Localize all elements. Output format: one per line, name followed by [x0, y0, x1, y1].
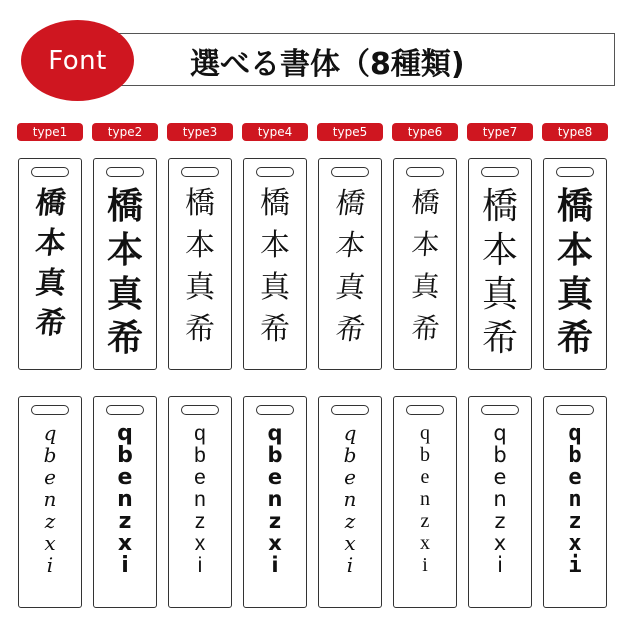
- roman-char: n: [194, 488, 206, 511]
- tag-hole: [106, 405, 144, 415]
- roman-char: e: [568, 465, 582, 490]
- roman-char: x: [268, 531, 282, 555]
- tag-hole: [256, 167, 294, 177]
- tag-hole: [31, 167, 69, 177]
- type-label-2: type2: [92, 123, 158, 141]
- roman-char: z: [568, 509, 582, 534]
- kanji-char: 橋: [481, 186, 518, 227]
- tag-hole: [406, 405, 444, 415]
- kanji-char: 真: [106, 274, 143, 315]
- roman-char: x: [344, 531, 356, 555]
- kanji-char: 橋: [556, 186, 593, 227]
- tag-hole: [181, 167, 219, 177]
- tag-hole: [181, 405, 219, 415]
- roman-char: e: [267, 465, 283, 489]
- roman-char: z: [118, 509, 132, 534]
- tag-hole: [556, 405, 594, 415]
- kanji-char: 真: [33, 266, 68, 301]
- roman-char: x: [568, 531, 582, 556]
- type-label-8: type8: [542, 123, 608, 141]
- type-label-4: type4: [242, 123, 308, 141]
- kanji-name-sample: [94, 186, 156, 365]
- roman-name-sample: [319, 423, 381, 577]
- roman-name-sample: [94, 423, 156, 577]
- kanji-char: 希: [33, 306, 68, 341]
- kanji-tag-type6: [393, 158, 457, 370]
- roman-char: q: [117, 421, 133, 446]
- page-title: 選べる書体（8種類): [190, 47, 465, 82]
- roman-tag-type1: [18, 396, 82, 608]
- tag-hole: [256, 405, 294, 415]
- roman-char: n: [117, 487, 133, 512]
- tag-hole: [481, 405, 519, 415]
- kanji-char: 真: [185, 270, 215, 305]
- tag-hole: [106, 167, 144, 177]
- type-label-1: type1: [17, 123, 83, 141]
- kanji-char: 橋: [260, 186, 290, 221]
- font-badge: Font: [21, 20, 134, 101]
- roman-char: b: [493, 443, 507, 467]
- kanji-char: 希: [185, 312, 215, 347]
- tag-hole: [481, 167, 519, 177]
- roman-char: x: [493, 531, 507, 555]
- roman-char: e: [44, 465, 56, 489]
- roman-char: n: [420, 488, 430, 510]
- roman-name-sample: [394, 423, 456, 577]
- roman-char: e: [493, 465, 507, 489]
- kanji-char: 希: [481, 318, 518, 359]
- kanji-tag-type2: [93, 158, 157, 370]
- roman-char: x: [194, 532, 206, 555]
- roman-char: q: [493, 421, 507, 445]
- roman-char: i: [121, 553, 129, 578]
- kanji-char: 橋: [334, 186, 368, 220]
- kanji-name-sample: [244, 186, 306, 357]
- roman-char: b: [43, 443, 57, 467]
- tag-hole: [556, 167, 594, 177]
- kanji-name-sample: [19, 186, 81, 349]
- roman-char: q: [420, 422, 430, 444]
- kanji-char: 本: [185, 228, 215, 263]
- kanji-char: 橋: [410, 186, 441, 219]
- kanji-char: 橋: [185, 186, 215, 221]
- tag-hole: [406, 167, 444, 177]
- roman-char: n: [568, 487, 582, 512]
- roman-char: z: [420, 510, 430, 532]
- tag-hole: [31, 405, 69, 415]
- tag-hole: [331, 167, 369, 177]
- roman-char: i: [271, 553, 279, 577]
- roman-char: b: [117, 443, 133, 468]
- kanji-tag-type5: [318, 158, 382, 370]
- kanji-char: 本: [106, 230, 143, 271]
- roman-name-sample: [19, 423, 81, 577]
- roman-tag-type5: [318, 396, 382, 608]
- kanji-name-sample: [544, 186, 606, 365]
- roman-char: e: [117, 465, 133, 490]
- kanji-char: 希: [260, 312, 290, 347]
- roman-char: b: [420, 444, 430, 466]
- roman-char: z: [494, 509, 506, 533]
- roman-name-sample: [169, 423, 231, 577]
- type-label-7: type7: [467, 123, 533, 141]
- type-label-6: type6: [392, 123, 458, 141]
- roman-char: n: [343, 487, 357, 511]
- roman-char: n: [493, 487, 507, 511]
- kanji-tag-type3: [168, 158, 232, 370]
- roman-char: z: [44, 509, 56, 533]
- roman-char: q: [194, 422, 206, 445]
- roman-char: q: [568, 421, 582, 446]
- kanji-char: 希: [106, 318, 143, 359]
- kanji-char: 本: [334, 228, 368, 262]
- roman-name-sample: [544, 423, 606, 577]
- roman-char: x: [117, 531, 133, 556]
- roman-tag-type6: [393, 396, 457, 608]
- roman-name-sample: [469, 423, 531, 577]
- roman-char: z: [194, 510, 206, 533]
- roman-char: x: [44, 531, 56, 555]
- roman-name-sample: [244, 423, 306, 577]
- kanji-char: 真: [556, 274, 593, 315]
- kanji-char: 本: [33, 226, 68, 261]
- roman-tag-type3: [168, 396, 232, 608]
- roman-char: i: [197, 554, 203, 577]
- roman-tag-type4: [243, 396, 307, 608]
- roman-char: n: [43, 487, 57, 511]
- type-label-3: type3: [167, 123, 233, 141]
- kanji-char: 本: [481, 230, 518, 271]
- kanji-tag-type7: [468, 158, 532, 370]
- kanji-name-sample: [469, 186, 531, 365]
- kanji-char: 本: [260, 228, 290, 263]
- roman-tag-type7: [468, 396, 532, 608]
- kanji-char: 本: [556, 230, 593, 271]
- kanji-char: 真: [260, 270, 290, 305]
- roman-char: i: [497, 553, 503, 577]
- roman-char: q: [267, 421, 283, 445]
- kanji-name-sample: [394, 186, 456, 357]
- roman-char: b: [267, 443, 283, 467]
- kanji-tag-type4: [243, 158, 307, 370]
- kanji-tag-type1: [18, 158, 82, 370]
- kanji-char: 橋: [106, 186, 143, 227]
- roman-char: b: [194, 444, 206, 467]
- kanji-char: 橋: [33, 186, 68, 221]
- roman-char: i: [422, 554, 428, 576]
- roman-char: i: [346, 553, 354, 577]
- kanji-char: 希: [334, 312, 368, 346]
- kanji-name-sample: [169, 186, 231, 357]
- kanji-char: 真: [334, 270, 368, 304]
- kanji-tag-type8: [543, 158, 607, 370]
- kanji-char: 本: [410, 228, 441, 261]
- roman-tag-type8: [543, 396, 607, 608]
- roman-char: i: [568, 553, 582, 578]
- roman-char: e: [194, 466, 206, 489]
- roman-char: e: [420, 466, 430, 488]
- roman-tag-type2: [93, 396, 157, 608]
- roman-char: b: [568, 443, 582, 468]
- roman-char: i: [46, 553, 54, 577]
- roman-char: z: [268, 509, 282, 533]
- kanji-char: 真: [410, 270, 441, 303]
- roman-char: x: [420, 532, 430, 554]
- kanji-char: 希: [556, 318, 593, 359]
- kanji-name-sample: [319, 186, 381, 357]
- roman-char: z: [344, 509, 356, 533]
- roman-char: e: [344, 465, 356, 489]
- roman-char: q: [343, 421, 357, 445]
- kanji-char: 希: [410, 312, 441, 345]
- kanji-char: 真: [481, 274, 518, 315]
- roman-char: b: [343, 443, 357, 467]
- roman-char: q: [43, 421, 57, 445]
- type-label-5: type5: [317, 123, 383, 141]
- roman-char: n: [267, 487, 283, 511]
- tag-hole: [331, 405, 369, 415]
